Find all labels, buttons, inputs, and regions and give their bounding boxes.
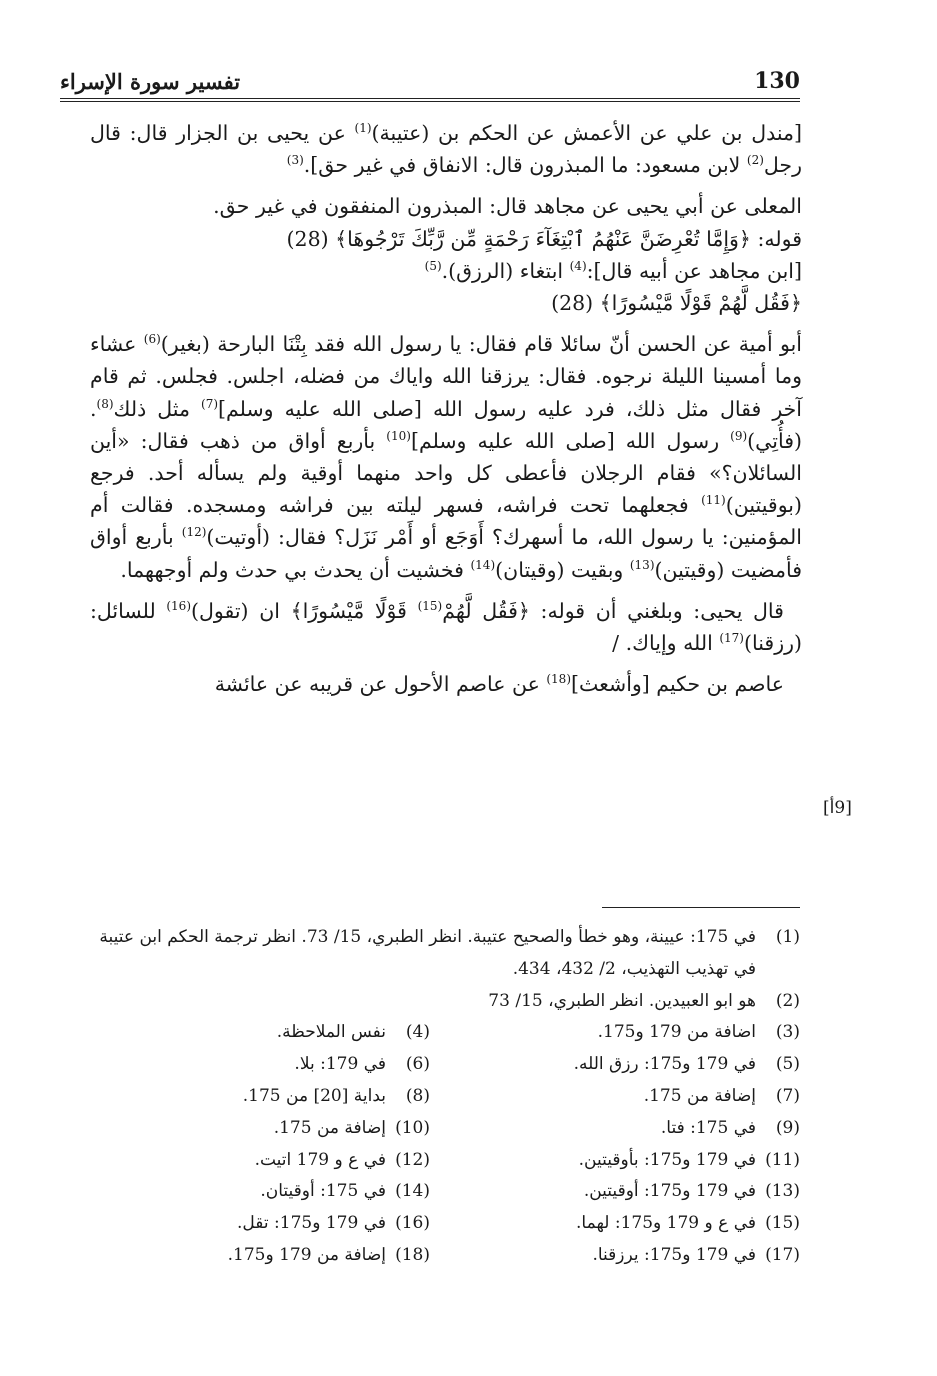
- main-text: [90, 117, 802, 700]
- footnote-ref: (18): [546, 672, 571, 687]
- footnote-item: [85, 1145, 430, 1177]
- footnote-ref: (2): [746, 153, 764, 168]
- page-header: [60, 58, 800, 98]
- footnote-item: [85, 1081, 430, 1113]
- footnote-text: نفس الملاحظة.: [276, 1022, 386, 1043]
- footnote-ref: (3): [286, 153, 304, 168]
- running-title: تفسير سورة الإسراء: [60, 69, 241, 94]
- paragraph-yahya: قال يحيى: وبلغني أن قوله: ﴿فَقُل لَّهُمْ$^{(15)}$ قَوْلًا مَّيْسُورًا﴾ ان (تقول)$^{(16)}$ للسائل: (رزقنا)$^{(17)}$ الله وإياك. /: [90, 598, 802, 656]
- footnote-ref: (9): [730, 429, 748, 443]
- footnote-ref: (13): [629, 557, 655, 572]
- footnote-number: (6): [405, 1054, 430, 1075]
- footnote-item: [85, 1049, 430, 1081]
- footnote-text: في 175: فتا.: [660, 1117, 756, 1138]
- footnote-item: [85, 922, 800, 986]
- footnote-text: في ع و 179 اتيت.: [254, 1149, 386, 1170]
- footnote-number: (7): [775, 1085, 800, 1106]
- footnote-item: [85, 1017, 430, 1049]
- footnote-text: في 179 و175: بأوقيتين.: [578, 1149, 756, 1170]
- footnote-number: (4): [405, 1022, 430, 1043]
- footnote-ref: (17): [719, 631, 744, 646]
- paragraph-asim: عاصم بن حكيم [وأشعث]$^{(18)}$ عن عاصم الأحول عن قريبه عن عائشة: [214, 672, 784, 697]
- footnote-item: [430, 1145, 800, 1177]
- footnote-number: (5): [775, 1054, 800, 1075]
- footnote-item: [430, 1017, 800, 1049]
- footnote-number: (14): [395, 1181, 430, 1202]
- footnote-text: بداية [20] من 175.: [242, 1085, 386, 1106]
- footnote-ref: (7): [201, 396, 219, 411]
- quran-verse-1: قوله: ﴿وَإِمَّا تُعْرِضَنَّ عَنْهُمُ ٱبْتِغَآءَ رَحْمَةٍ مِّن رَّبِّكَ تَرْجُوهَا﴾ (28): [286, 226, 802, 251]
- footnote-grid: [85, 1017, 800, 1271]
- paragraph-mandal: [مندل بن علي عن الأعمش عن الحكم بن (عتيبة)$^{(1)}$ عن يحيى بن الجزار قال: قال رجل$^{(2)}$ لابن مسعود: ما المبذرون قال: الانفاق في غير حق].$^{(3)}$: [90, 121, 803, 178]
- quran-verse-2: ﴿فَقُل لَّهُمْ قَوْلًا مَّيْسُورًا﴾ (28): [551, 291, 802, 316]
- footnote-ref: (4): [569, 258, 587, 273]
- footnote-text: في 179 و175: تقل.: [237, 1213, 386, 1234]
- footnote-item: [85, 1113, 430, 1145]
- footnote-text: في 175: أوقيتان.: [260, 1181, 386, 1202]
- footnote-item: [430, 1113, 800, 1145]
- footnote-text: في 175: عيينة، وهو خطأ والصحيح عتيبة. انظر الطبري، 15/ 73. انظر ترجمة الحكم ابن عتيبة في تهذيب التهذيب، 2/ 432، 434.: [99, 927, 756, 979]
- footnote-ref: (12): [181, 525, 207, 540]
- footnote-number: (1): [775, 927, 800, 947]
- footnote-item: [85, 1240, 430, 1272]
- footnote-number: (9): [775, 1117, 800, 1138]
- footnote-ref: (6): [143, 332, 161, 347]
- footnote-number: (15): [765, 1213, 800, 1234]
- footnote-number: (2): [775, 990, 800, 1011]
- footnote-text: في 179 و175: رزق الله.: [573, 1054, 756, 1075]
- footnote-text: اضافة من 179 و175.: [597, 1022, 756, 1043]
- footnote-number: (10): [395, 1117, 430, 1138]
- paragraph-ibn-mujahid: [ابن مجاهد عن أبيه قال]:$^{(4)}$ ابتغاء (الرزق).$^{(5)}$: [424, 258, 802, 283]
- footnote-number: (17): [765, 1244, 800, 1265]
- footnote-number: (16): [395, 1213, 430, 1234]
- paragraph-mualla: المعلى عن أبي يحيى عن مجاهد قال: المبذرون المنفقون في غير حق.: [213, 194, 802, 219]
- footnote-item: [430, 1081, 800, 1113]
- footnote-item: [85, 986, 800, 1018]
- footnote-divider: [602, 907, 800, 908]
- footnote-item: [430, 1240, 800, 1272]
- footnote-ref: (15): [417, 599, 443, 614]
- footnotes: [85, 922, 800, 1272]
- header-divider: [60, 98, 800, 102]
- footnote-number: (12): [395, 1149, 430, 1170]
- footnote-item: [85, 1208, 430, 1240]
- footnote-item: [430, 1176, 800, 1208]
- footnote-item: [85, 1176, 430, 1208]
- footnote-text: إضافة من 175.: [643, 1085, 756, 1106]
- footnote-text: إضافة من 179 و175.: [227, 1244, 386, 1265]
- footnote-ref: (11): [701, 493, 726, 508]
- paragraph-abu-umayya: أبو أمية عن الحسن أنّ سائلا قام فقال: يا رسول الله فقد بِتْنَا البارحة (بغير)$^{(6)}$ عشاء وما أمسينا الليلة نرجوه. فقال: يرزقنا الله واياك من فضله، اجلس. فجلس. ثم قام آخر فقال مثل ذلك، فرد عليه رسول الله [صلى الله عليه وسلم]$^{(7)}$ مثل ذلك$^{(8)}$. (فأُتِي)$^{(9)}$ رسول الله [صلى الله عليه وسلم]$^{(10)}$ بأربع أواق من ذهب فقال: «أين السائلان؟» فقام الرجلان فأعطى كل واحد منهما أوقية ولم يسأله أحد. فرجع (بوقيتين)$^{(11)}$ فجعلهما تحت فراشه، فسهر ليلته بين فراشه ومسجده. فقالت أم المؤمنين: يا رسول الله، ما أسهرك؟ أَوَجَع أو أَمْر نَزَل؟ فقال: (أوتيت)$^{(12)}$ بأربع أواق فأمضيت (وقيتين)$^{(13)}$ وبقيت (وقيتان)$^{(14)}$ فخشيت أن يحدث بي حدث ولم أوجههما.: [90, 332, 803, 582]
- footnote-number: (8): [405, 1085, 430, 1106]
- footnote-text: في ع و 179 و175: لهما.: [576, 1213, 756, 1234]
- footnote-text: إضافة من 175.: [273, 1117, 386, 1138]
- footnote-text: في 179 و175: يرزقنا.: [592, 1244, 756, 1265]
- footnote-item: [430, 1049, 800, 1081]
- footnote-item: [430, 1208, 800, 1240]
- footnote-ref: (14): [470, 557, 496, 572]
- footnote-text: في 179 و175: أوقيتين.: [583, 1181, 756, 1202]
- footnote-number: (18): [395, 1244, 430, 1265]
- page-number: 130: [754, 68, 800, 94]
- footnote-number: (11): [765, 1149, 800, 1170]
- footnote-ref: (1): [354, 121, 372, 136]
- footnote-text: في 179: بلا.: [294, 1054, 386, 1075]
- footnote-ref: (10): [386, 429, 411, 443]
- footnote-ref: (16): [166, 599, 191, 614]
- footnote-number: (13): [765, 1181, 800, 1202]
- footnote-ref: (5): [424, 258, 442, 273]
- footnote-ref: (8): [96, 396, 114, 411]
- manuscript-folio-marker: [9أ]: [823, 798, 852, 818]
- footnote-text: هو ابو العبيدين. انظر الطبري، 15/ 73: [488, 990, 756, 1011]
- footnote-number: (3): [775, 1022, 800, 1043]
